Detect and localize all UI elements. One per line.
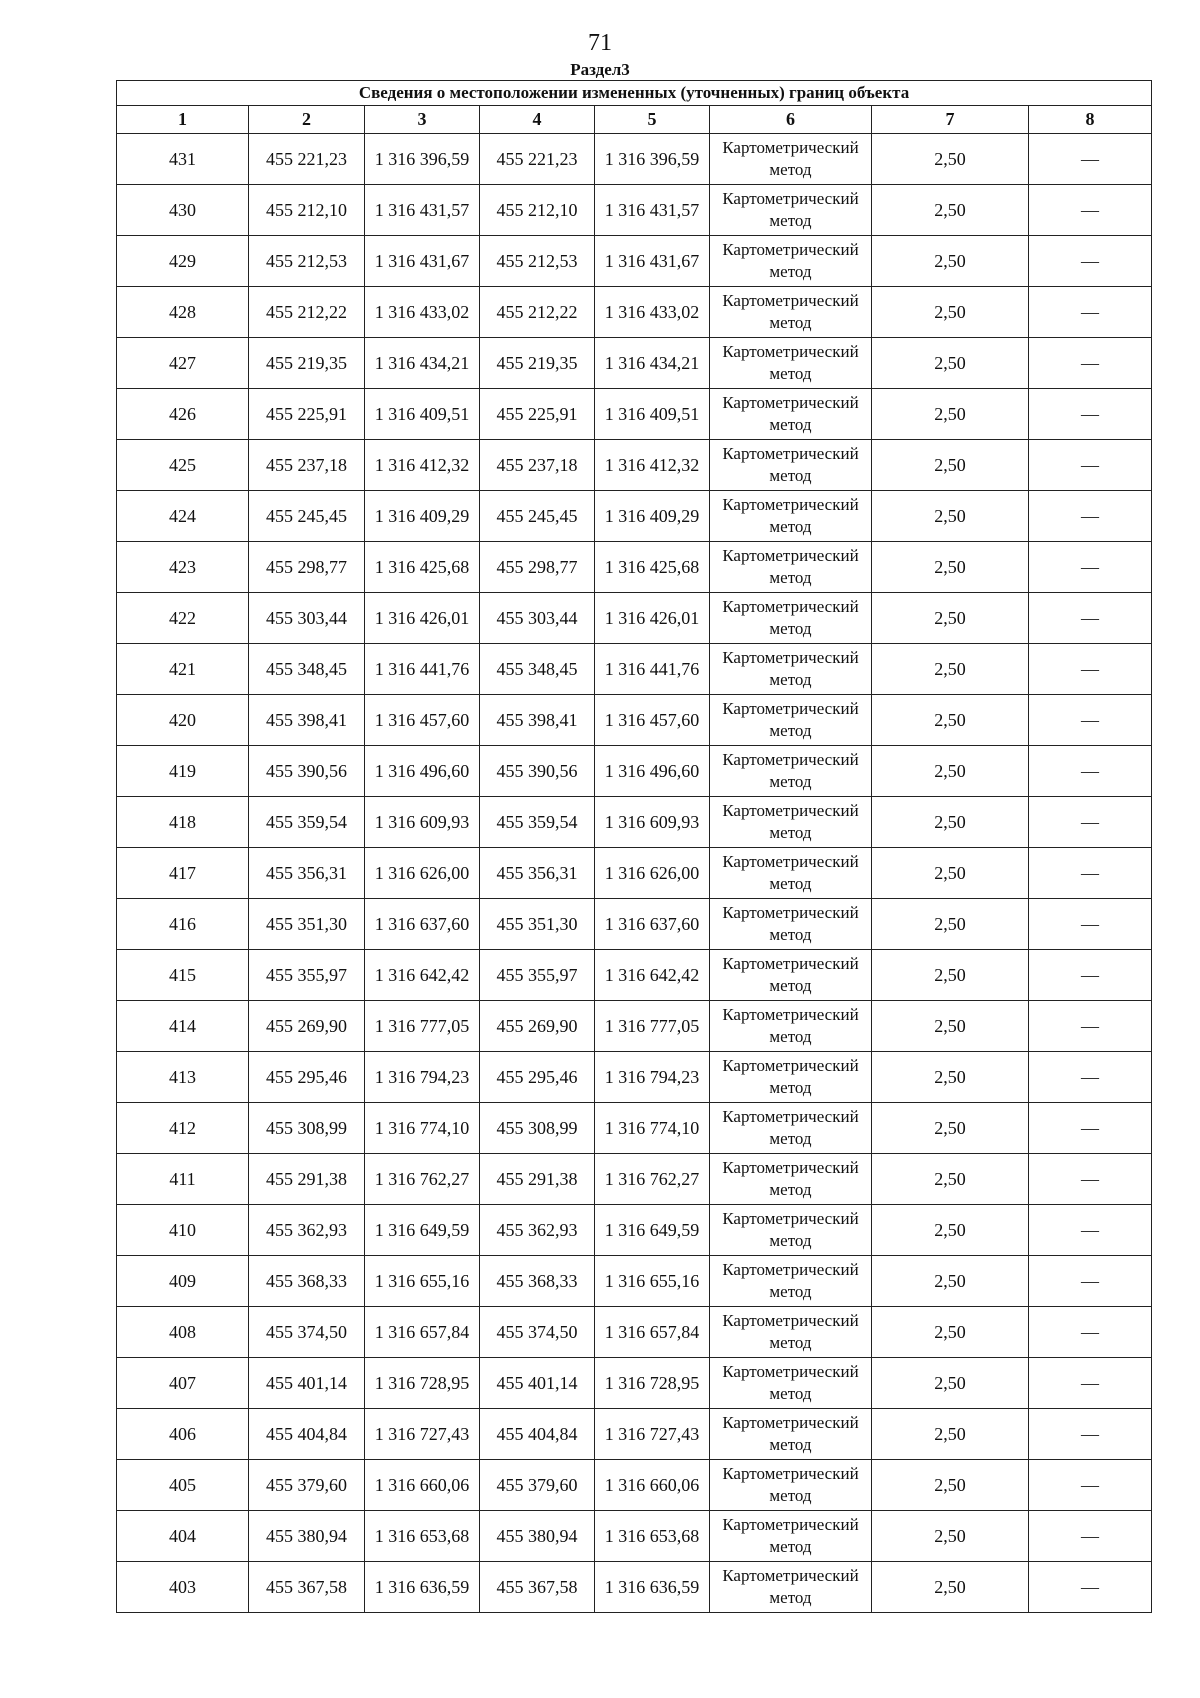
description-cell: — bbox=[1029, 1409, 1152, 1460]
coordinates-table bbox=[116, 80, 1152, 1613]
accuracy-cell: 2,50 bbox=[872, 899, 1029, 950]
table-row bbox=[117, 338, 1152, 389]
point-number-cell: 412 bbox=[117, 1103, 249, 1154]
x-new-cell: 455 291,38 bbox=[480, 1154, 595, 1205]
point-number-cell: 406 bbox=[117, 1409, 249, 1460]
y-new-cell: 1 316 434,21 bbox=[595, 338, 710, 389]
method-cell: Картометрический метод bbox=[710, 848, 872, 899]
y-new-cell: 1 316 774,10 bbox=[595, 1103, 710, 1154]
description-cell: — bbox=[1029, 1307, 1152, 1358]
column-header-row bbox=[117, 106, 1152, 134]
point-number-cell: 404 bbox=[117, 1511, 249, 1562]
x-new-cell: 455 303,44 bbox=[480, 593, 595, 644]
x-new-cell: 455 390,56 bbox=[480, 746, 595, 797]
y-old-cell: 1 316 660,06 bbox=[365, 1460, 480, 1511]
x-old-cell: 455 368,33 bbox=[249, 1256, 365, 1307]
accuracy-cell: 2,50 bbox=[872, 1052, 1029, 1103]
accuracy-cell: 2,50 bbox=[872, 1256, 1029, 1307]
y-old-cell: 1 316 431,57 bbox=[365, 185, 480, 236]
y-new-cell: 1 316 762,27 bbox=[595, 1154, 710, 1205]
method-cell: Картометрический метод bbox=[710, 593, 872, 644]
column-header: 1 bbox=[117, 106, 249, 134]
x-old-cell: 455 351,30 bbox=[249, 899, 365, 950]
y-old-cell: 1 316 441,76 bbox=[365, 644, 480, 695]
accuracy-cell: 2,50 bbox=[872, 1307, 1029, 1358]
table-row bbox=[117, 899, 1152, 950]
x-old-cell: 455 374,50 bbox=[249, 1307, 365, 1358]
table-row bbox=[117, 848, 1152, 899]
method-cell: Картометрический метод bbox=[710, 1307, 872, 1358]
y-new-cell: 1 316 457,60 bbox=[595, 695, 710, 746]
description-cell: — bbox=[1029, 1052, 1152, 1103]
y-old-cell: 1 316 425,68 bbox=[365, 542, 480, 593]
description-cell: — bbox=[1029, 287, 1152, 338]
y-old-cell: 1 316 762,27 bbox=[365, 1154, 480, 1205]
description-cell: — bbox=[1029, 491, 1152, 542]
description-cell: — bbox=[1029, 338, 1152, 389]
y-new-cell: 1 316 425,68 bbox=[595, 542, 710, 593]
table-row bbox=[117, 695, 1152, 746]
table-row bbox=[117, 287, 1152, 338]
description-cell: — bbox=[1029, 1154, 1152, 1205]
description-cell: — bbox=[1029, 389, 1152, 440]
column-header: 7 bbox=[872, 106, 1029, 134]
method-cell: Картометрический метод bbox=[710, 134, 872, 185]
point-number-cell: 414 bbox=[117, 1001, 249, 1052]
x-new-cell: 455 401,14 bbox=[480, 1358, 595, 1409]
point-number-cell: 409 bbox=[117, 1256, 249, 1307]
accuracy-cell: 2,50 bbox=[872, 389, 1029, 440]
x-old-cell: 455 355,97 bbox=[249, 950, 365, 1001]
x-new-cell: 455 362,93 bbox=[480, 1205, 595, 1256]
x-new-cell: 455 221,23 bbox=[480, 134, 595, 185]
table-row bbox=[117, 1562, 1152, 1613]
point-number-cell: 431 bbox=[117, 134, 249, 185]
y-new-cell: 1 316 431,57 bbox=[595, 185, 710, 236]
description-cell: — bbox=[1029, 644, 1152, 695]
x-old-cell: 455 291,38 bbox=[249, 1154, 365, 1205]
point-number-cell: 417 bbox=[117, 848, 249, 899]
point-number-cell: 410 bbox=[117, 1205, 249, 1256]
accuracy-cell: 2,50 bbox=[872, 695, 1029, 746]
point-number-cell: 429 bbox=[117, 236, 249, 287]
y-new-cell: 1 316 642,42 bbox=[595, 950, 710, 1001]
table-row bbox=[117, 644, 1152, 695]
table-row bbox=[117, 134, 1152, 185]
x-new-cell: 455 404,84 bbox=[480, 1409, 595, 1460]
x-new-cell: 455 374,50 bbox=[480, 1307, 595, 1358]
x-old-cell: 455 245,45 bbox=[249, 491, 365, 542]
x-old-cell: 455 348,45 bbox=[249, 644, 365, 695]
accuracy-cell: 2,50 bbox=[872, 1460, 1029, 1511]
point-number-cell: 424 bbox=[117, 491, 249, 542]
y-old-cell: 1 316 655,16 bbox=[365, 1256, 480, 1307]
method-cell: Картометрический метод bbox=[710, 899, 872, 950]
x-old-cell: 455 237,18 bbox=[249, 440, 365, 491]
x-new-cell: 455 380,94 bbox=[480, 1511, 595, 1562]
accuracy-cell: 2,50 bbox=[872, 1103, 1029, 1154]
accuracy-cell: 2,50 bbox=[872, 542, 1029, 593]
y-old-cell: 1 316 457,60 bbox=[365, 695, 480, 746]
method-cell: Картометрический метод bbox=[710, 1205, 872, 1256]
y-old-cell: 1 316 609,93 bbox=[365, 797, 480, 848]
table-row bbox=[117, 593, 1152, 644]
point-number-cell: 428 bbox=[117, 287, 249, 338]
method-cell: Картометрический метод bbox=[710, 644, 872, 695]
method-cell: Картометрический метод bbox=[710, 1052, 872, 1103]
table-row bbox=[117, 1307, 1152, 1358]
point-number-cell: 408 bbox=[117, 1307, 249, 1358]
point-number-cell: 405 bbox=[117, 1460, 249, 1511]
table-row bbox=[117, 491, 1152, 542]
point-number-cell: 407 bbox=[117, 1358, 249, 1409]
y-old-cell: 1 316 636,59 bbox=[365, 1562, 480, 1613]
x-new-cell: 455 212,22 bbox=[480, 287, 595, 338]
accuracy-cell: 2,50 bbox=[872, 848, 1029, 899]
accuracy-cell: 2,50 bbox=[872, 491, 1029, 542]
method-cell: Картометрический метод bbox=[710, 287, 872, 338]
method-cell: Картометрический метод bbox=[710, 236, 872, 287]
description-cell: — bbox=[1029, 1460, 1152, 1511]
point-number-cell: 421 bbox=[117, 644, 249, 695]
description-cell: — bbox=[1029, 1511, 1152, 1562]
accuracy-cell: 2,50 bbox=[872, 950, 1029, 1001]
x-old-cell: 455 398,41 bbox=[249, 695, 365, 746]
method-cell: Картометрический метод bbox=[710, 1154, 872, 1205]
table-row bbox=[117, 950, 1152, 1001]
point-number-cell: 430 bbox=[117, 185, 249, 236]
method-cell: Картометрический метод bbox=[710, 491, 872, 542]
x-new-cell: 455 367,58 bbox=[480, 1562, 595, 1613]
y-new-cell: 1 316 426,01 bbox=[595, 593, 710, 644]
description-cell: — bbox=[1029, 1358, 1152, 1409]
point-number-cell: 426 bbox=[117, 389, 249, 440]
x-old-cell: 455 308,99 bbox=[249, 1103, 365, 1154]
accuracy-cell: 2,50 bbox=[872, 644, 1029, 695]
x-old-cell: 455 359,54 bbox=[249, 797, 365, 848]
method-cell: Картометрический метод bbox=[710, 695, 872, 746]
x-old-cell: 455 221,23 bbox=[249, 134, 365, 185]
method-cell: Картометрический метод bbox=[710, 746, 872, 797]
column-header: 3 bbox=[365, 106, 480, 134]
method-cell: Картометрический метод bbox=[710, 440, 872, 491]
method-cell: Картометрический метод bbox=[710, 1256, 872, 1307]
table-row bbox=[117, 1001, 1152, 1052]
method-cell: Картометрический метод bbox=[710, 338, 872, 389]
description-cell: — bbox=[1029, 593, 1152, 644]
table-caption: Сведения о местоположении измененных (уточненных) границ объекта bbox=[117, 81, 1152, 106]
x-new-cell: 455 359,54 bbox=[480, 797, 595, 848]
accuracy-cell: 2,50 bbox=[872, 134, 1029, 185]
description-cell: — bbox=[1029, 1001, 1152, 1052]
x-new-cell: 455 269,90 bbox=[480, 1001, 595, 1052]
column-header: 2 bbox=[249, 106, 365, 134]
y-new-cell: 1 316 441,76 bbox=[595, 644, 710, 695]
x-old-cell: 455 212,53 bbox=[249, 236, 365, 287]
point-number-cell: 411 bbox=[117, 1154, 249, 1205]
y-old-cell: 1 316 637,60 bbox=[365, 899, 480, 950]
table-row bbox=[117, 389, 1152, 440]
description-cell: — bbox=[1029, 695, 1152, 746]
accuracy-cell: 2,50 bbox=[872, 338, 1029, 389]
x-new-cell: 455 308,99 bbox=[480, 1103, 595, 1154]
x-old-cell: 455 298,77 bbox=[249, 542, 365, 593]
y-new-cell: 1 316 728,95 bbox=[595, 1358, 710, 1409]
description-cell: — bbox=[1029, 134, 1152, 185]
accuracy-cell: 2,50 bbox=[872, 1205, 1029, 1256]
table-row bbox=[117, 542, 1152, 593]
accuracy-cell: 2,50 bbox=[872, 287, 1029, 338]
method-cell: Картометрический метод bbox=[710, 797, 872, 848]
column-header: 8 bbox=[1029, 106, 1152, 134]
accuracy-cell: 2,50 bbox=[872, 797, 1029, 848]
y-old-cell: 1 316 777,05 bbox=[365, 1001, 480, 1052]
y-new-cell: 1 316 609,93 bbox=[595, 797, 710, 848]
y-new-cell: 1 316 433,02 bbox=[595, 287, 710, 338]
point-number-cell: 416 bbox=[117, 899, 249, 950]
y-old-cell: 1 316 649,59 bbox=[365, 1205, 480, 1256]
y-new-cell: 1 316 649,59 bbox=[595, 1205, 710, 1256]
description-cell: — bbox=[1029, 899, 1152, 950]
description-cell: — bbox=[1029, 797, 1152, 848]
table-row bbox=[117, 1103, 1152, 1154]
y-new-cell: 1 316 496,60 bbox=[595, 746, 710, 797]
method-cell: Картометрический метод bbox=[710, 1460, 872, 1511]
x-old-cell: 455 380,94 bbox=[249, 1511, 365, 1562]
table-row bbox=[117, 1052, 1152, 1103]
point-number-cell: 420 bbox=[117, 695, 249, 746]
table-row bbox=[117, 1358, 1152, 1409]
description-cell: — bbox=[1029, 236, 1152, 287]
y-new-cell: 1 316 637,60 bbox=[595, 899, 710, 950]
accuracy-cell: 2,50 bbox=[872, 440, 1029, 491]
y-new-cell: 1 316 777,05 bbox=[595, 1001, 710, 1052]
table-row bbox=[117, 440, 1152, 491]
accuracy-cell: 2,50 bbox=[872, 1001, 1029, 1052]
x-new-cell: 455 379,60 bbox=[480, 1460, 595, 1511]
point-number-cell: 415 bbox=[117, 950, 249, 1001]
column-header: 4 bbox=[480, 106, 595, 134]
x-old-cell: 455 401,14 bbox=[249, 1358, 365, 1409]
y-old-cell: 1 316 728,95 bbox=[365, 1358, 480, 1409]
table-row bbox=[117, 236, 1152, 287]
y-new-cell: 1 316 653,68 bbox=[595, 1511, 710, 1562]
page-number: 71 bbox=[588, 30, 612, 56]
x-new-cell: 455 212,10 bbox=[480, 185, 595, 236]
x-new-cell: 455 225,91 bbox=[480, 389, 595, 440]
y-new-cell: 1 316 412,32 bbox=[595, 440, 710, 491]
y-old-cell: 1 316 426,01 bbox=[365, 593, 480, 644]
x-new-cell: 455 351,30 bbox=[480, 899, 595, 950]
table-row bbox=[117, 1154, 1152, 1205]
description-cell: — bbox=[1029, 746, 1152, 797]
point-number-cell: 427 bbox=[117, 338, 249, 389]
accuracy-cell: 2,50 bbox=[872, 1511, 1029, 1562]
x-new-cell: 455 219,35 bbox=[480, 338, 595, 389]
x-old-cell: 455 219,35 bbox=[249, 338, 365, 389]
x-old-cell: 455 379,60 bbox=[249, 1460, 365, 1511]
description-cell: — bbox=[1029, 542, 1152, 593]
x-new-cell: 455 298,77 bbox=[480, 542, 595, 593]
table-caption-row bbox=[117, 81, 1152, 106]
y-new-cell: 1 316 660,06 bbox=[595, 1460, 710, 1511]
y-old-cell: 1 316 794,23 bbox=[365, 1052, 480, 1103]
accuracy-cell: 2,50 bbox=[872, 593, 1029, 644]
description-cell: — bbox=[1029, 950, 1152, 1001]
y-new-cell: 1 316 396,59 bbox=[595, 134, 710, 185]
table-row bbox=[117, 797, 1152, 848]
table-row bbox=[117, 1460, 1152, 1511]
y-new-cell: 1 316 409,51 bbox=[595, 389, 710, 440]
x-old-cell: 455 390,56 bbox=[249, 746, 365, 797]
x-new-cell: 455 348,45 bbox=[480, 644, 595, 695]
x-new-cell: 455 212,53 bbox=[480, 236, 595, 287]
table-row bbox=[117, 1409, 1152, 1460]
point-number-cell: 413 bbox=[117, 1052, 249, 1103]
description-cell: — bbox=[1029, 440, 1152, 491]
accuracy-cell: 2,50 bbox=[872, 746, 1029, 797]
y-new-cell: 1 316 727,43 bbox=[595, 1409, 710, 1460]
point-number-cell: 422 bbox=[117, 593, 249, 644]
method-cell: Картометрический метод bbox=[710, 1103, 872, 1154]
section-title: Раздел3 bbox=[570, 60, 630, 79]
description-cell: — bbox=[1029, 1256, 1152, 1307]
point-number-cell: 418 bbox=[117, 797, 249, 848]
method-cell: Картометрический метод bbox=[710, 950, 872, 1001]
point-number-cell: 425 bbox=[117, 440, 249, 491]
description-cell: — bbox=[1029, 1562, 1152, 1613]
accuracy-cell: 2,50 bbox=[872, 1358, 1029, 1409]
method-cell: Картометрический метод bbox=[710, 542, 872, 593]
x-old-cell: 455 212,10 bbox=[249, 185, 365, 236]
y-old-cell: 1 316 409,29 bbox=[365, 491, 480, 542]
y-new-cell: 1 316 431,67 bbox=[595, 236, 710, 287]
x-new-cell: 455 368,33 bbox=[480, 1256, 595, 1307]
y-new-cell: 1 316 409,29 bbox=[595, 491, 710, 542]
x-old-cell: 455 356,31 bbox=[249, 848, 365, 899]
accuracy-cell: 2,50 bbox=[872, 185, 1029, 236]
table-row bbox=[117, 1205, 1152, 1256]
x-new-cell: 455 245,45 bbox=[480, 491, 595, 542]
table-body bbox=[117, 134, 1152, 1613]
x-old-cell: 455 269,90 bbox=[249, 1001, 365, 1052]
table-row bbox=[117, 1256, 1152, 1307]
method-cell: Картометрический метод bbox=[710, 1409, 872, 1460]
y-old-cell: 1 316 496,60 bbox=[365, 746, 480, 797]
description-cell: — bbox=[1029, 185, 1152, 236]
y-new-cell: 1 316 794,23 bbox=[595, 1052, 710, 1103]
y-old-cell: 1 316 626,00 bbox=[365, 848, 480, 899]
y-old-cell: 1 316 433,02 bbox=[365, 287, 480, 338]
y-new-cell: 1 316 626,00 bbox=[595, 848, 710, 899]
y-old-cell: 1 316 657,84 bbox=[365, 1307, 480, 1358]
y-old-cell: 1 316 434,21 bbox=[365, 338, 480, 389]
accuracy-cell: 2,50 bbox=[872, 1409, 1029, 1460]
y-old-cell: 1 316 727,43 bbox=[365, 1409, 480, 1460]
x-old-cell: 455 295,46 bbox=[249, 1052, 365, 1103]
x-new-cell: 455 295,46 bbox=[480, 1052, 595, 1103]
description-cell: — bbox=[1029, 1103, 1152, 1154]
method-cell: Картометрический метод bbox=[710, 389, 872, 440]
x-old-cell: 455 367,58 bbox=[249, 1562, 365, 1613]
x-old-cell: 455 212,22 bbox=[249, 287, 365, 338]
y-old-cell: 1 316 431,67 bbox=[365, 236, 480, 287]
y-old-cell: 1 316 774,10 bbox=[365, 1103, 480, 1154]
y-old-cell: 1 316 412,32 bbox=[365, 440, 480, 491]
method-cell: Картометрический метод bbox=[710, 1001, 872, 1052]
point-number-cell: 423 bbox=[117, 542, 249, 593]
column-header: 5 bbox=[595, 106, 710, 134]
x-old-cell: 455 225,91 bbox=[249, 389, 365, 440]
description-cell: — bbox=[1029, 848, 1152, 899]
y-new-cell: 1 316 655,16 bbox=[595, 1256, 710, 1307]
x-old-cell: 455 404,84 bbox=[249, 1409, 365, 1460]
x-old-cell: 455 362,93 bbox=[249, 1205, 365, 1256]
accuracy-cell: 2,50 bbox=[872, 1154, 1029, 1205]
y-new-cell: 1 316 657,84 bbox=[595, 1307, 710, 1358]
x-new-cell: 455 237,18 bbox=[480, 440, 595, 491]
accuracy-cell: 2,50 bbox=[872, 1562, 1029, 1613]
description-cell: — bbox=[1029, 1205, 1152, 1256]
table-row bbox=[117, 746, 1152, 797]
x-new-cell: 455 356,31 bbox=[480, 848, 595, 899]
y-old-cell: 1 316 642,42 bbox=[365, 950, 480, 1001]
y-old-cell: 1 316 653,68 bbox=[365, 1511, 480, 1562]
table-row bbox=[117, 1511, 1152, 1562]
y-old-cell: 1 316 409,51 bbox=[365, 389, 480, 440]
method-cell: Картометрический метод bbox=[710, 1562, 872, 1613]
y-old-cell: 1 316 396,59 bbox=[365, 134, 480, 185]
point-number-cell: 403 bbox=[117, 1562, 249, 1613]
method-cell: Картометрический метод bbox=[710, 185, 872, 236]
x-new-cell: 455 355,97 bbox=[480, 950, 595, 1001]
table-row bbox=[117, 185, 1152, 236]
y-new-cell: 1 316 636,59 bbox=[595, 1562, 710, 1613]
accuracy-cell: 2,50 bbox=[872, 236, 1029, 287]
method-cell: Картометрический метод bbox=[710, 1511, 872, 1562]
method-cell: Картометрический метод bbox=[710, 1358, 872, 1409]
point-number-cell: 419 bbox=[117, 746, 249, 797]
column-header: 6 bbox=[710, 106, 872, 134]
x-new-cell: 455 398,41 bbox=[480, 695, 595, 746]
x-old-cell: 455 303,44 bbox=[249, 593, 365, 644]
